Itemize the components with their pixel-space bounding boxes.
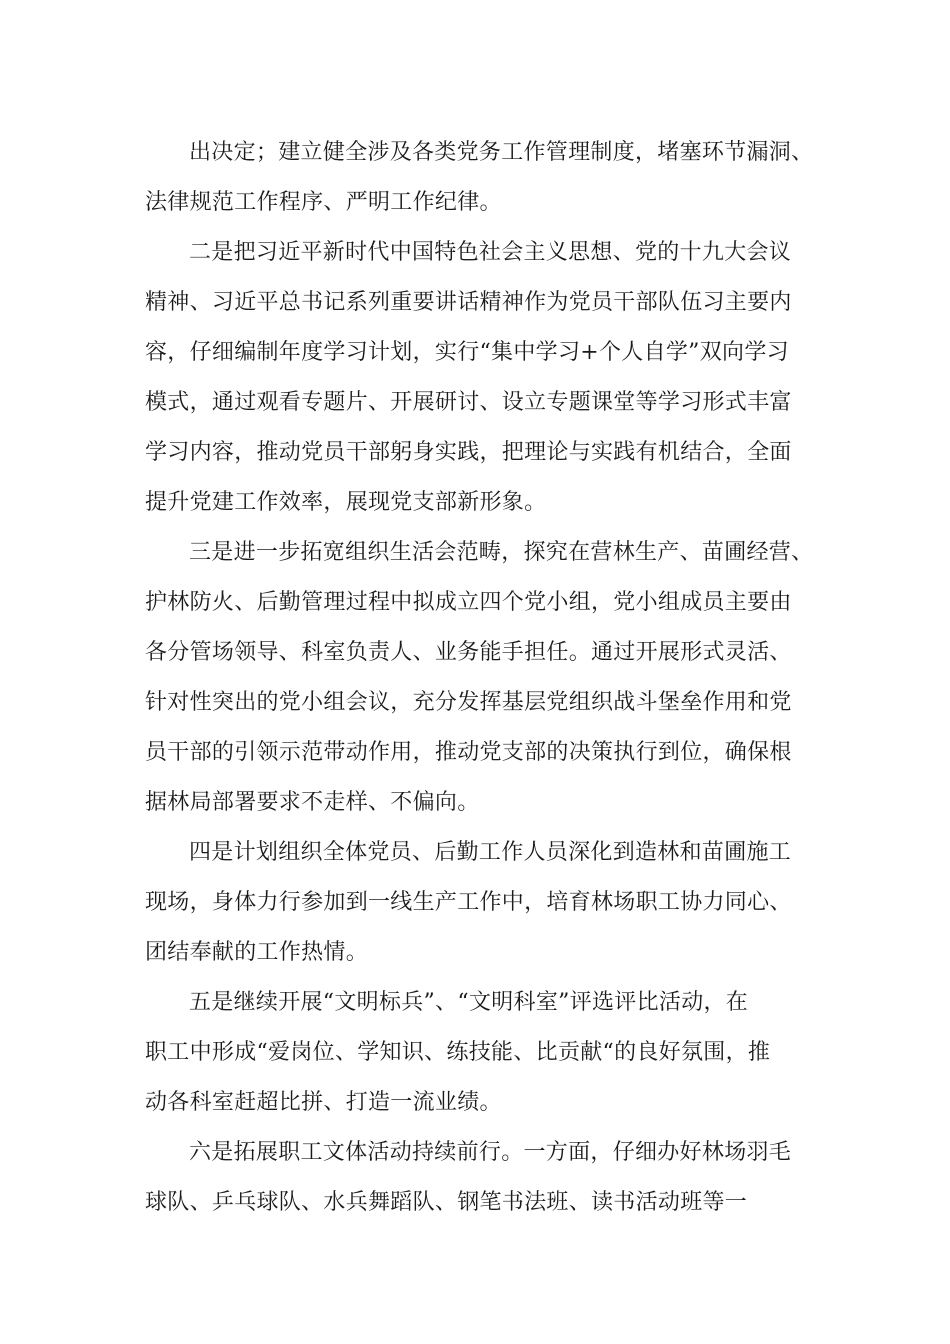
text-line: 精神、习近平总书记系列重要讲话精神作为党员干部队伍习主要内 xyxy=(145,290,792,315)
text-line: 提升党建工作效率，展现党支部新形象。 xyxy=(145,490,547,515)
paragraph-item-six xyxy=(145,1128,811,1228)
text-line: 各分管场领导、科室负责人、业务能手担任。通过开展形式灵活、 xyxy=(145,640,792,665)
text-line: 容，仔细编制年度学习计划，实行“集中学习+个人自学”双向学习 xyxy=(145,340,789,365)
text-line: 模式，通过观看专题片、开展研讨、设立专题课堂等学习形式丰富 xyxy=(145,390,792,415)
paragraph-continuation xyxy=(145,128,814,228)
text-line: 职工中形成“爱岗位、学知识、练技能、比贡献“的良好氛围，推 xyxy=(145,1040,771,1065)
document-body xyxy=(145,128,814,1228)
text-line: 学习内容，推动党员干部躬身实践，把理论与实践有机结合，全面 xyxy=(145,440,792,465)
paragraph-item-three xyxy=(145,528,814,828)
text-line: 动各科室赶超比拼、打造一流业绩。 xyxy=(145,1090,502,1115)
text-line: 团结奉献的工作热情。 xyxy=(145,940,369,965)
paragraph-item-five xyxy=(145,978,811,1128)
text-line: 六是拓展职工文体活动持续前行。一方面，仔细办好林场羽毛 xyxy=(189,1140,792,1165)
text-line: 球队、乒乓球队、水兵舞蹈队、钢笔书法班、读书活动班等一 xyxy=(145,1190,748,1215)
text-line: 法律规范工作程序、严明工作纪律。 xyxy=(145,190,502,215)
text-line: 五是继续开展“文明标兵”、“文明科室”评选评比活动，在 xyxy=(189,990,749,1015)
text-line: 二是把习近平新时代中国特色社会主义思想、党的十九大会议 xyxy=(189,240,792,265)
paragraph-item-four xyxy=(145,828,811,978)
text-line: 现场，身体力行参加到一线生产工作中，培育林场职工协力同心、 xyxy=(145,890,792,915)
paragraph-item-two xyxy=(145,228,811,528)
text-line: 四是计划组织全体党员、后勤工作人员深化到造林和苗圃施工 xyxy=(189,840,792,865)
text-line: 护林防火、后勤管理过程中拟成立四个党小组，党小组成员主要由 xyxy=(145,590,792,615)
text-line: 三是进一步拓宽组织生活会范畴，探究在营林生产、苗圃经营、 xyxy=(189,540,814,565)
text-line: 员干部的引领示范带动作用，推动党支部的决策执行到位，确保根 xyxy=(145,740,792,765)
text-line: 针对性突出的党小组会议，充分发挥基层党组织战斗堡垒作用和党 xyxy=(145,690,792,715)
text-line: 据林局部署要求不走样、不偏向。 xyxy=(145,790,480,815)
text-line: 出决定；建立健全涉及各类党务工作管理制度，堵塞环节漏洞、 xyxy=(189,140,814,165)
